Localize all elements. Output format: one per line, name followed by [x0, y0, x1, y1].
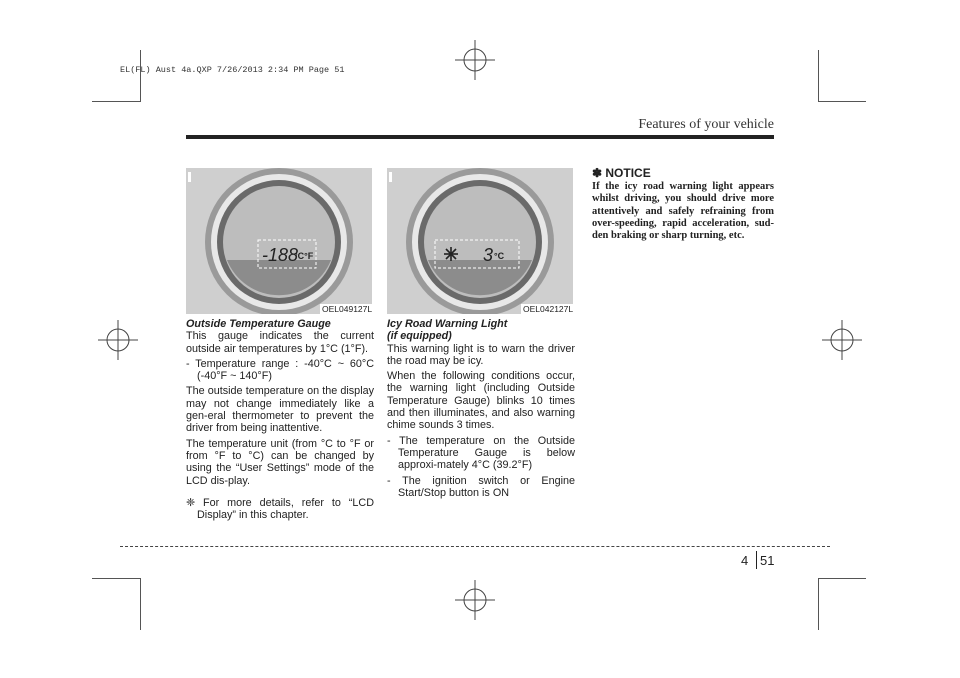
gauge-unit-label: °C	[494, 251, 505, 261]
crop-mark	[92, 101, 140, 102]
gauge-illustration	[387, 168, 573, 314]
gauge-illustration	[186, 168, 372, 314]
footer-dashed-rule	[120, 546, 830, 547]
figure-outside-temperature-gauge	[186, 168, 372, 314]
subheading-if-equipped: (if equipped)	[387, 330, 452, 343]
page-number-separator	[756, 551, 757, 569]
notice-box	[592, 166, 774, 242]
notice-body: If the icy road warning light appears whilst driving, you should drive more attentively and safely refraining from over-speeding, rapid acceleration, sud-den braking or sharp turning, etc.	[592, 181, 774, 242]
header-rule	[186, 135, 774, 139]
section-title: Features of your vehicle	[638, 117, 774, 132]
snowflake-icon	[444, 247, 458, 261]
column-icy-road-warning	[387, 318, 575, 502]
crop-mark	[818, 578, 819, 630]
crop-mark	[818, 50, 819, 102]
column-outside-temperature	[186, 318, 374, 524]
registration-mark-bottom	[455, 580, 495, 620]
registration-mark-right	[822, 320, 862, 360]
figure-icy-road-warning	[387, 168, 573, 314]
list-item: - The ignition switch or Engine Start/Stop button is ON	[387, 474, 575, 499]
paragraph: The temperature unit (from °C to °F or from °F to °C) can be changed by using the “User Settings” mode of the LCD dis-play.	[186, 437, 374, 487]
crop-mark	[818, 578, 866, 579]
gauge-display-digits: 3	[483, 245, 494, 265]
heading-icy-road-warning-light: Icy Road Warning Light	[387, 318, 508, 330]
crop-mark	[92, 578, 140, 579]
gauge-display-digits: -188	[262, 245, 299, 265]
paragraph: When the following conditions occur, the warning light (including Outside Temperature Gauge) blinks 10 times and then illuminates, and also warning chime sounds 3 times.	[387, 370, 575, 432]
page-number: 51	[760, 553, 775, 568]
registration-mark-top	[455, 40, 495, 80]
chapter-number: 4	[741, 553, 749, 568]
crop-mark	[140, 578, 141, 630]
notice-title: ✽ NOTICE	[592, 166, 651, 180]
paragraph: The outside temperature on the display may not change immediately like a gen-eral thermometer to prevent the driver from being inattentive.	[186, 385, 374, 435]
figure-code: OEL049127L	[322, 304, 373, 314]
list-item: - Temperature range : -40°C ~ 60°C (-40°F ~ 140°F)	[186, 357, 374, 383]
crop-mark	[140, 50, 141, 102]
gauge-unit-label: °C°F	[294, 251, 314, 261]
reference-note: ❈ For more details, refer to “LCD Display” in this chapter.	[186, 496, 374, 522]
paragraph: This gauge indicates the current outside air temperatures by 1°C (1°F).	[186, 330, 374, 355]
registration-mark-left	[98, 320, 138, 360]
crop-mark	[818, 101, 866, 102]
figure-code: OEL042127L	[523, 304, 574, 314]
heading-outside-temperature-gauge: Outside Temperature Gauge	[186, 318, 331, 330]
print-info: EL(FL) Aust 4a.QXP 7/26/2013 2:34 PM Page 51	[120, 65, 345, 75]
paragraph: This warning light is to warn the driver the road may be icy.	[387, 342, 575, 367]
list-item: - The temperature on the Outside Temperature Gauge is below approxi-mately 4°C (39.2°F)	[387, 434, 575, 472]
